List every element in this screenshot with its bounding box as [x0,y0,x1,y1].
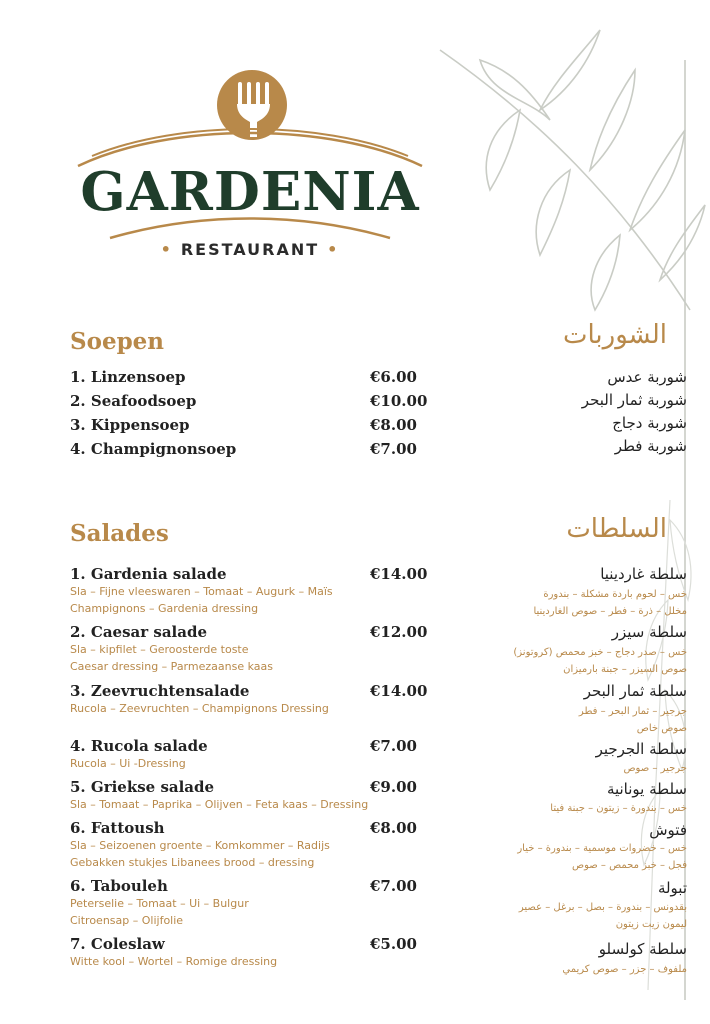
brand-subtitle-text: RESTAURANT [180,240,320,259]
item-desc: Gebakken stukjes Libanees brood – dressing [70,856,315,869]
item-desc-ar: خس – لحوم باردة مشكلة – بندورة [543,589,687,600]
soup-row [70,368,470,386]
item-desc-ar: خس – خضروات موسمية – بندورة – خيار [517,843,687,854]
soup-name: 2. Seafoodsoep [70,392,197,410]
item-price: €14.00 [370,565,428,583]
item-name: 2. Caesar salade [70,623,207,641]
item-desc-ar: صوص خاص [636,723,687,734]
soups-title-ar: الشوربات [563,320,667,350]
soup-name-ar: شوربة ثمار البحر [581,391,687,409]
item-desc-ar: بقدونس – بندورة – بصل – برغل – عصير [518,902,687,913]
item-desc-ar: خس – صدر دجاج – خبز محمص (كروتونز) [513,647,687,658]
soup-name: 3. Kippensoep [70,416,190,434]
soup-price: €10.00 [370,392,428,410]
item-desc-ar: ليمون زيت زيتون [615,919,687,930]
item-name: 6. Fattoush [70,819,165,837]
item-name-ar: سلطة الجرجير [595,740,687,758]
soup-name-ar: شوربة دجاج [612,414,687,432]
soup-name-ar: شوربة فطر [614,437,687,455]
item-desc-ar: صوص السيزر – جبنة بارميزان [563,664,687,675]
item-desc-ar: مخلل – ذرة – فطر – صوص الغاردينيا [533,606,687,617]
item-name-ar: فتوش [649,821,687,839]
soup-name: 4. Champignonsoep [70,440,237,458]
brand-subtitle: • RESTAURANT • [160,240,340,259]
salads-title: Salades [70,520,169,547]
item-price: €12.00 [370,623,428,641]
soup-price: €8.00 [370,416,417,434]
item-name-ar: سلطة كولسلو [598,940,687,958]
restaurant-logo [60,62,440,272]
item-price: €7.00 [370,877,417,895]
item-name-ar: تبولة [657,879,687,897]
item-name-ar: سلطة سيزر [611,623,687,641]
item-price: €7.00 [370,737,417,755]
item-name-ar: سلطة غاردينيا [600,565,687,583]
item-desc: Sla – Fijne vleeswaren – Tomaat – Augurk – Maïs [70,585,333,598]
item-name: 4. Rucola salade [70,737,208,755]
item-desc: Sla – Seizoenen groente – Komkommer – Radijs [70,839,330,852]
item-price: €14.00 [370,682,428,700]
soup-row [70,416,470,434]
item-price: €8.00 [370,819,417,837]
item-desc: Rucola – Zeevruchten – Champignons Dressing [70,702,329,715]
item-desc: Caesar dressing – Parmezaanse kaas [70,660,273,673]
item-desc: Rucola – Ui -Dressing [70,757,186,770]
item-name: 6. Tabouleh [70,877,168,895]
item-desc: Peterselie – Tomaat – Ui – Bulgur [70,897,249,910]
item-name: 7. Coleslaw [70,935,165,953]
item-name-ar: سلطة ثمار البحر [583,682,687,700]
item-desc-ar: جرجير – صوص [623,763,687,774]
item-name: 3. Zeevruchtensalade [70,682,250,700]
item-desc-ar: ملفوف – جزر – صوص كريمي [562,964,687,975]
item-name-ar: سلطة يونانية [606,780,687,798]
brand-name: GARDENIA [80,161,420,223]
item-desc: Sla – kipfilet – Geroosterde toste [70,643,249,656]
salads-title-ar: السلطات [566,514,667,544]
item-desc: Champignons – Gardenia dressing [70,602,259,615]
item-desc: Witte kool – Wortel – Romige dressing [70,955,278,968]
item-desc-ar: جرجير – ثمار البحر – فطر [578,706,687,717]
item-desc: Sla – Tomaat – Paprika – Olijven – Feta kaas – Dressing [70,798,369,811]
soup-price: €7.00 [370,440,417,458]
item-name: 1. Gardenia salade [70,565,227,583]
soup-name-ar: شوربة عدس [607,368,687,386]
soup-row [70,392,470,410]
item-price: €9.00 [370,778,417,796]
soups-title: Soepen [70,328,165,355]
item-desc-ar: خس – بندورة – زيتون – جبنة فيتا [550,803,687,814]
item-price: €5.00 [370,935,417,953]
item-desc-ar: فجل – خبز محمص – صوص [571,860,687,871]
item-name: 5. Griekse salade [70,778,215,796]
soup-name: 1. Linzensoep [70,368,186,386]
soup-price: €6.00 [370,368,417,386]
soup-row [70,440,470,458]
item-desc: Citroensap – Olijfolie [70,914,184,927]
